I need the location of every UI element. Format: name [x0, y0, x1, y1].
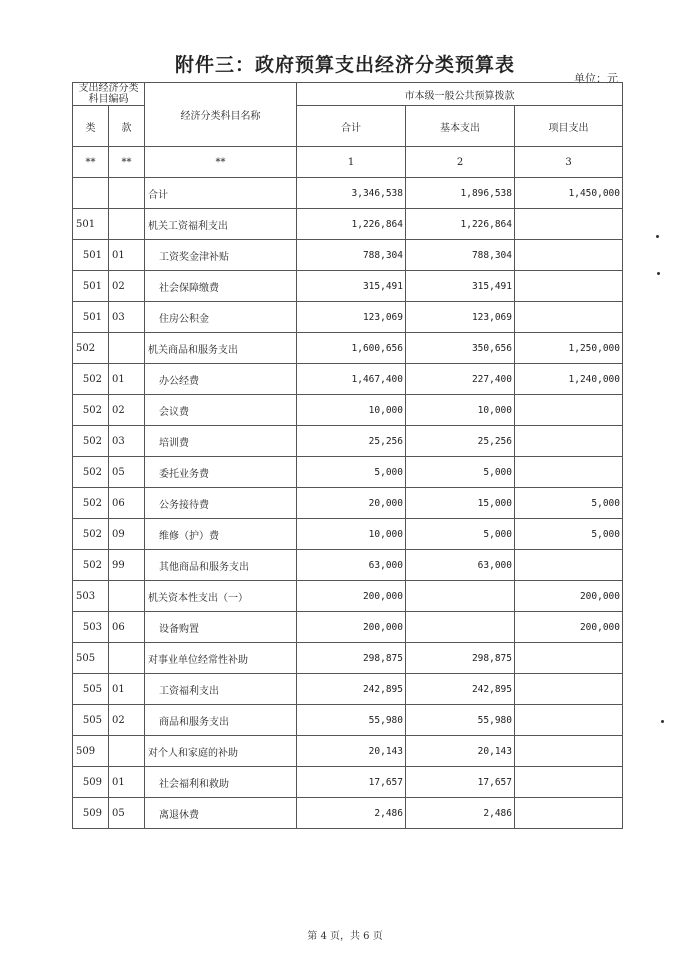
basic-cell: 1,226,864	[406, 209, 515, 240]
total-cell: 63,000	[297, 550, 406, 581]
code-kuan-cell: 06	[109, 612, 145, 643]
name-marker: **	[145, 147, 297, 178]
item-name-cell: 对个人和家庭的补助	[145, 736, 297, 767]
total-cell: 2,486	[297, 798, 406, 829]
item-name-cell: 社会保障缴费	[145, 271, 297, 302]
project-header: 项目支出	[515, 106, 623, 147]
code-kuan-cell: 05	[109, 457, 145, 488]
table-row	[73, 271, 623, 302]
code-lei-cell: 505	[73, 643, 109, 674]
total-header: 合计	[297, 106, 406, 147]
code-kuan-cell: 01	[109, 364, 145, 395]
basic-header: 基本支出	[406, 106, 515, 147]
project-cell	[515, 302, 623, 333]
project-cell	[515, 209, 623, 240]
project-cell	[515, 767, 623, 798]
table-row	[73, 209, 623, 240]
total-cell: 5,000	[297, 457, 406, 488]
code-kuan-cell: 99	[109, 550, 145, 581]
table-row	[73, 457, 623, 488]
code-lei-cell: 502	[73, 457, 109, 488]
table-row	[73, 612, 623, 643]
item-name-cell: 设备购置	[145, 612, 297, 643]
table-row	[73, 798, 623, 829]
index-row	[73, 147, 623, 178]
project-cell	[515, 426, 623, 457]
item-name-cell: 维修（护）费	[145, 519, 297, 550]
scan-speck	[661, 720, 664, 723]
total-cell: 200,000	[297, 581, 406, 612]
budget-table	[72, 82, 623, 829]
total-cell: 315,491	[297, 271, 406, 302]
project-cell: 200,000	[515, 581, 623, 612]
project-cell: 200,000	[515, 612, 623, 643]
table-row	[73, 519, 623, 550]
project-cell	[515, 240, 623, 271]
table-row	[73, 395, 623, 426]
code-kuan-cell	[109, 178, 145, 209]
item-name-cell: 机关商品和服务支出	[145, 333, 297, 364]
code-kuan-cell: 09	[109, 519, 145, 550]
basic-cell: 20,143	[406, 736, 515, 767]
code-lei-cell: 505	[73, 674, 109, 705]
item-name-cell: 会议费	[145, 395, 297, 426]
item-name-cell: 商品和服务支出	[145, 705, 297, 736]
basic-cell: 350,656	[406, 333, 515, 364]
page-footer: 第 4 页，共 6 页	[307, 931, 383, 942]
code-lei-cell: 503	[73, 581, 109, 612]
item-name-cell: 合计	[145, 178, 297, 209]
code-kuan-cell	[109, 736, 145, 767]
code-kuan-cell: 01	[109, 674, 145, 705]
code-kuan-cell: 02	[109, 271, 145, 302]
project-cell	[515, 736, 623, 767]
total-cell: 25,256	[297, 426, 406, 457]
item-name-cell: 离退休费	[145, 798, 297, 829]
total-cell: 242,895	[297, 674, 406, 705]
project-cell: 1,450,000	[515, 178, 623, 209]
total-cell: 20,143	[297, 736, 406, 767]
header-row-1	[73, 83, 623, 106]
code-group-header: 支出经济分类科目编码	[73, 83, 145, 106]
basic-cell: 25,256	[406, 426, 515, 457]
basic-cell: 298,875	[406, 643, 515, 674]
total-cell: 298,875	[297, 643, 406, 674]
total-cell: 10,000	[297, 519, 406, 550]
code-lei-cell: 502	[73, 488, 109, 519]
item-name-cell: 住房公积金	[145, 302, 297, 333]
item-name-cell: 办公经费	[145, 364, 297, 395]
item-name-cell: 机关资本性支出（一）	[145, 581, 297, 612]
code-lei-cell: 501	[73, 209, 109, 240]
table-row	[73, 643, 623, 674]
total-cell: 20,000	[297, 488, 406, 519]
project-cell: 1,250,000	[515, 333, 623, 364]
basic-cell: 15,000	[406, 488, 515, 519]
scan-speck	[656, 235, 659, 238]
code-lei-cell: 503	[73, 612, 109, 643]
code-lei-cell: 509	[73, 736, 109, 767]
table-row	[73, 674, 623, 705]
project-cell	[515, 674, 623, 705]
kuan-marker: **	[109, 147, 145, 178]
project-cell: 5,000	[515, 488, 623, 519]
unit-label: 单位：元	[574, 72, 618, 85]
table-row	[73, 488, 623, 519]
project-cell	[515, 643, 623, 674]
code-kuan-cell: 05	[109, 798, 145, 829]
funding-group-header: 市本级一般公共预算拨款	[297, 83, 623, 106]
item-name-cell: 工资福利支出	[145, 674, 297, 705]
kuan-header: 款	[109, 106, 145, 147]
code-lei-cell: 505	[73, 705, 109, 736]
table-row	[73, 240, 623, 271]
code-kuan-cell: 02	[109, 705, 145, 736]
basic-cell	[406, 612, 515, 643]
code-lei-cell: 502	[73, 364, 109, 395]
item-name-cell: 社会福利和救助	[145, 767, 297, 798]
basic-cell: 5,000	[406, 519, 515, 550]
basic-cell: 2,486	[406, 798, 515, 829]
project-cell	[515, 550, 623, 581]
total-cell: 3,346,538	[297, 178, 406, 209]
scan-speck	[657, 272, 660, 275]
code-lei-cell: 509	[73, 767, 109, 798]
total-cell: 1,600,656	[297, 333, 406, 364]
item-name-cell: 机关工资福利支出	[145, 209, 297, 240]
total-cell: 788,304	[297, 240, 406, 271]
basic-cell: 63,000	[406, 550, 515, 581]
code-kuan-cell	[109, 333, 145, 364]
basic-cell: 788,304	[406, 240, 515, 271]
table-row	[73, 364, 623, 395]
item-name-cell: 培训费	[145, 426, 297, 457]
project-cell: 1,240,000	[515, 364, 623, 395]
total-cell: 200,000	[297, 612, 406, 643]
code-lei-cell: 501	[73, 271, 109, 302]
code-kuan-cell: 03	[109, 302, 145, 333]
code-lei-cell: 502	[73, 395, 109, 426]
code-lei-cell: 502	[73, 426, 109, 457]
total-cell: 1,467,400	[297, 364, 406, 395]
project-cell: 5,000	[515, 519, 623, 550]
table-row	[73, 426, 623, 457]
lei-header: 类	[73, 106, 109, 147]
total-cell: 10,000	[297, 395, 406, 426]
basic-cell	[406, 581, 515, 612]
table-row	[73, 178, 623, 209]
table-row	[73, 581, 623, 612]
code-kuan-cell: 02	[109, 395, 145, 426]
basic-index: 2	[406, 147, 515, 178]
lei-marker: **	[73, 147, 109, 178]
project-cell	[515, 271, 623, 302]
code-kuan-cell: 01	[109, 240, 145, 271]
code-lei-cell: 501	[73, 240, 109, 271]
code-lei-cell: 502	[73, 550, 109, 581]
code-lei-cell: 501	[73, 302, 109, 333]
code-kuan-cell	[109, 581, 145, 612]
page-title: 附件三：政府预算支出经济分类预算表	[174, 54, 515, 76]
name-header: 经济分类科目名称	[145, 83, 297, 147]
code-kuan-cell	[109, 643, 145, 674]
basic-cell: 242,895	[406, 674, 515, 705]
code-kuan-cell: 01	[109, 767, 145, 798]
total-cell: 17,657	[297, 767, 406, 798]
code-lei-cell: 502	[73, 519, 109, 550]
code-kuan-cell: 06	[109, 488, 145, 519]
total-index: 1	[297, 147, 406, 178]
project-cell	[515, 798, 623, 829]
project-cell	[515, 705, 623, 736]
item-name-cell: 工资奖金津补贴	[145, 240, 297, 271]
code-lei-cell: 502	[73, 333, 109, 364]
table-row	[73, 767, 623, 798]
basic-cell: 1,896,538	[406, 178, 515, 209]
basic-cell: 55,980	[406, 705, 515, 736]
project-index: 3	[515, 147, 623, 178]
basic-cell: 10,000	[406, 395, 515, 426]
basic-cell: 123,069	[406, 302, 515, 333]
item-name-cell: 其他商品和服务支出	[145, 550, 297, 581]
total-cell: 55,980	[297, 705, 406, 736]
item-name-cell: 公务接待费	[145, 488, 297, 519]
table-row	[73, 705, 623, 736]
code-lei-cell	[73, 178, 109, 209]
code-kuan-cell: 03	[109, 426, 145, 457]
basic-cell: 227,400	[406, 364, 515, 395]
table-row	[73, 302, 623, 333]
basic-cell: 5,000	[406, 457, 515, 488]
item-name-cell: 委托业务费	[145, 457, 297, 488]
project-cell	[515, 395, 623, 426]
table-row	[73, 333, 623, 364]
basic-cell: 17,657	[406, 767, 515, 798]
table-row	[73, 550, 623, 581]
total-cell: 1,226,864	[297, 209, 406, 240]
table-row	[73, 736, 623, 767]
code-kuan-cell	[109, 209, 145, 240]
item-name-cell: 对事业单位经常性补助	[145, 643, 297, 674]
project-cell	[515, 457, 623, 488]
total-cell: 123,069	[297, 302, 406, 333]
code-lei-cell: 509	[73, 798, 109, 829]
basic-cell: 315,491	[406, 271, 515, 302]
